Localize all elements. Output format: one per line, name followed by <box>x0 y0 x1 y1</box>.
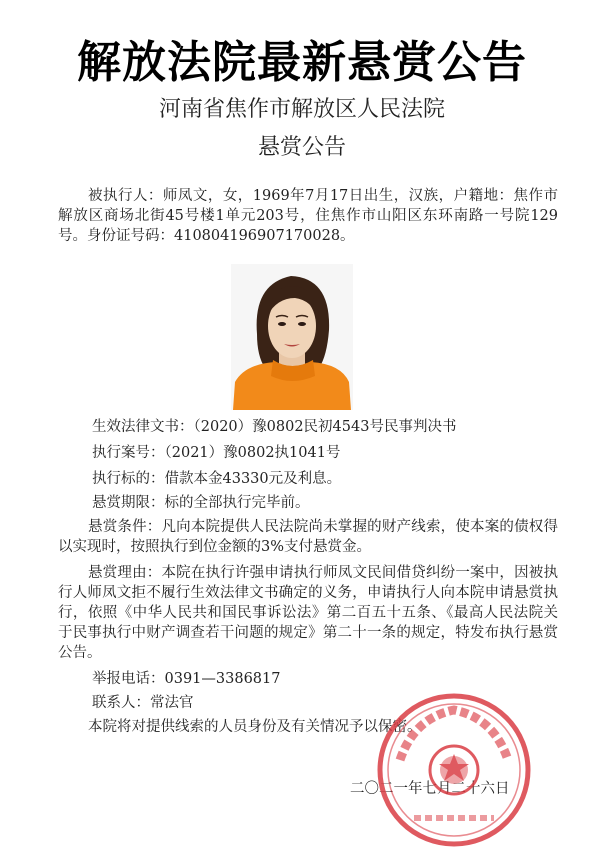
court-seal-stamp <box>374 690 534 850</box>
case-number: 执行案号：（2021）豫0802执1041号 <box>92 445 341 461</box>
reward-period: 悬赏期限：标的全部执行完毕前。 <box>92 495 310 511</box>
person-photo <box>231 264 353 410</box>
notice-title: 悬赏公告 <box>257 135 346 160</box>
confidentiality-note: 本院将对提供线索的人员身份及有关情况予以保密。 <box>88 719 422 735</box>
court-name: 河南省焦作市解放区人民法院 <box>158 97 445 122</box>
reward-reason: 悬赏理由：本院在执行许强申请执行师凤文民间借贷纠纷一案中，因被执行人师凤文拒不履行生效法律文书确定的义务，申请执行人向本院申请悬赏执行，依照《中华人民共和国民事诉讼法》第二百五十五条、《最高人民法院关于民事执行中财产调查若干问题的规定》第二十一条的规定，特发布执行悬赏公告。 <box>58 565 558 661</box>
reward-conditions: 悬赏条件：凡向本院提供人民法院尚未掌握的财产线索，使本案的债权得以实现时，按照执行到位金额的3%支付悬赏金。 <box>58 519 558 555</box>
issue-date: 二〇二一年七月二十六日 <box>350 781 510 797</box>
execution-subject: 执行标的：借款本金43330元及利息。 <box>92 471 342 487</box>
report-phone: 举报电话：0391—3386817 <box>92 671 281 687</box>
headline: 解放法院最新悬赏公告 <box>77 37 527 88</box>
contact: 联系人：常法官 <box>92 695 194 711</box>
portrait-image <box>231 264 353 410</box>
intro-paragraph: 被执行人：师凤文，女，1969年7月17日出生，汉族，户籍地：焦作市解放区商场北街45号楼1单元203号，住焦作市山阳区东环南路一号院129号。身份证号码：410804196907170028。 <box>58 188 558 244</box>
effective-document: 生效法律文书：（2020）豫0802民初4543号民事判决书 <box>92 419 457 435</box>
